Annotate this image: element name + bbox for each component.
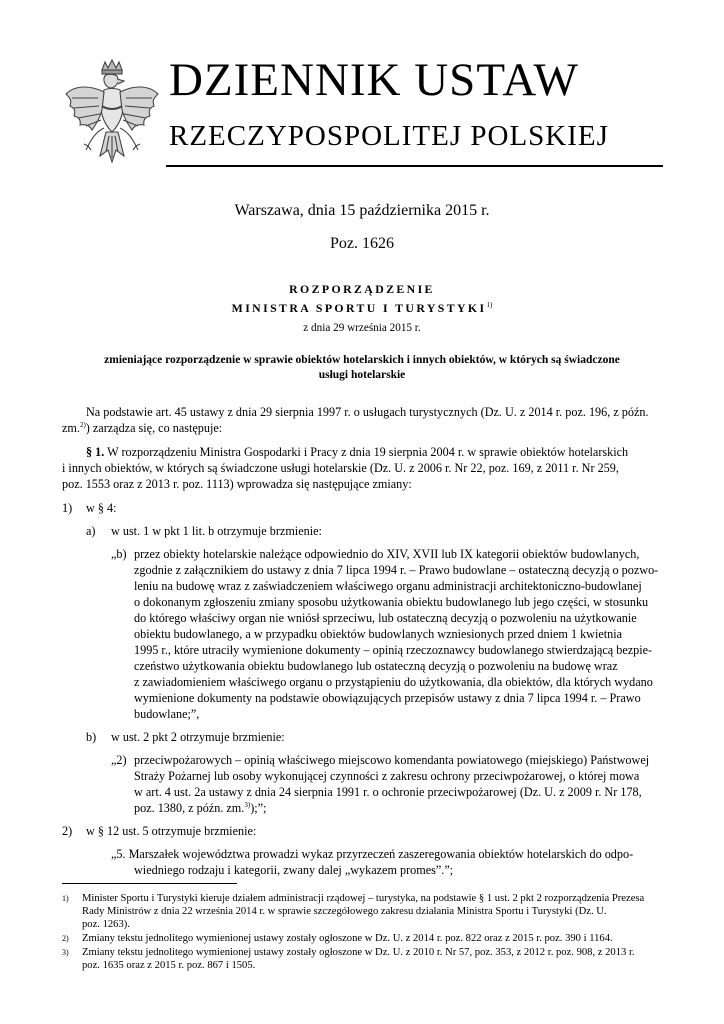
preamble-line-2 <box>62 421 222 436</box>
act-date: z dnia 29 września 2015 r. <box>303 322 421 334</box>
quote-2-line <box>134 801 266 816</box>
position-number: Poz. 1626 <box>330 235 394 252</box>
quote-b-line: z zawiadomieniem właściwego organu o przystąpieniu do użytkowania, dla obiektów, dla których wydano <box>134 675 653 689</box>
preamble-line-1: Na podstawie art. 45 ustawy z dnia 29 sierpnia 1997 r. o usługach turystycznych (Dz. U. z 2014 r. poz. 196, z późn. <box>86 405 649 419</box>
quote-2-line: w art. 4 ust. 2a ustawy z dnia 24 sierpnia 1991 r. o ochronie przeciwpożarowej (Dz. U. z 2009 r. Nr 178, <box>134 785 642 799</box>
item-1a-text: w ust. 1 w pkt 1 lit. b otrzymuje brzmienie: <box>111 524 322 538</box>
footnote-rule <box>62 883 237 884</box>
item-2-number: 2) <box>62 824 73 838</box>
journal-title: DZIENNIK USTAW <box>169 54 579 106</box>
act-issuer: MINISTRA SPORTU I TURYSTYKI <box>231 301 487 315</box>
quote-b-line: przez obiekty hotelarskie należące odpowiednio do XIV, XVII lub IX kategorii obiektów budowlanych, <box>134 547 640 561</box>
footnote-ref: 2) <box>79 420 86 429</box>
footnote-2-ref: 2) <box>62 934 69 943</box>
footnote-ref: 1) <box>486 300 493 309</box>
footnote-1-line: Minister Sportu i Turystyki kieruje działem administracji rządowej – turystyka, na podstawie § 1 ust. 2 pkt 2 rozporządzenia Prezesa <box>82 893 645 904</box>
quote-2-label: „2) <box>111 753 127 767</box>
footnote-1-ref: 1) <box>62 894 69 903</box>
quote-b-line: obiektu budowlanego, a w przypadku obiektów budowlanych wzniesionych przed dniem 1 kwietnia <box>134 627 623 641</box>
quote-b-line: 1995 r., które utraciły wymienione dokumenty – opinią rzeczoznawcy budowlanego stwierdzającą bezpie- <box>134 643 653 657</box>
footnote-ref: 3) <box>244 800 251 809</box>
quote-5-line-1: „5. Marszałek województwa prowadzi wykaz przyrzeczeń zaszeregowania obiektów hotelarskich do odpo- <box>111 847 634 861</box>
quote-2-last-end: );”; <box>250 801 267 815</box>
footnote-1-line: poz. 1263). <box>82 919 130 930</box>
item-1-number: 1) <box>62 501 73 515</box>
item-1-text: w § 4: <box>86 501 117 515</box>
paragraph-number: § 1. <box>86 445 105 459</box>
preamble-end: ) zarządza się, co następuje: <box>85 421 223 435</box>
quote-b-line: o dokonanym zgłoszeniu zmiany sposobu użytkowania obiektu budowlanego lub jego części, w stosunku <box>134 595 649 609</box>
quote-5-line-2: wiedniego rodzaju i kategorii, zwany dalej „wykazem promes”.”; <box>134 863 454 877</box>
paragraph-1-line-1 <box>86 445 628 460</box>
quote-2-line: Straży Pożarnej lub osoby wykonującej czynności z zakresu ochrony przeciwpożarowej, o której mowa <box>134 769 640 783</box>
act-type: ROZPORZĄDZENIE <box>289 282 435 296</box>
footnote-3-line: poz. 1635 oraz z 2015 r. poz. 867 i 1505. <box>82 960 256 971</box>
paragraph-1-line-3: poz. 1553 oraz z 2013 r. poz. 1113) wprowadza się następujące zmiany: <box>62 477 412 491</box>
quote-b-line: do którego właściwy organ nie wniósł sprzeciwu, lub ostateczną decyzją o pozwoleniu na użytkowanie <box>134 611 637 625</box>
footnote-3-line: Zmiany tekstu jednolitego wymienionej ustawy zostały ogłoszone w Dz. U. z 2010 r. Nr 57, poz. 353, z 2012 r. poz. 908, z 2013 r. <box>82 947 635 958</box>
eagle-emblem-icon <box>62 58 162 166</box>
act-subject-line-2: usługi hotelarskie <box>318 369 406 381</box>
quote-b-line: wymienione dokumenty na podstawie obowiązujących przepisów ustawy z dnia 7 lipca 1994 r. – Prawo <box>134 691 641 705</box>
item-1b-letter: b) <box>86 730 97 744</box>
act-issuer-line <box>0 301 724 316</box>
quote-2-line: przeciwpożarowych – opinią właściwego miejscowo komendanta powiatowego (miejskiego) Państwowej <box>134 753 650 767</box>
paragraph-1-line-2: i innych obiektów, w których są świadczone usługi hotelarskie (Dz. U. z 2006 r. Nr 22, poz. 169, z 2011 r. Nr 259, <box>62 461 619 475</box>
act-subject-line-1: zmieniające rozporządzenie w sprawie obiektów hotelarskich i innych obiektów, w których są świadczone <box>104 354 620 366</box>
paragraph-text: W rozporządzeniu Ministra Gospodarki i Pracy z dnia 19 sierpnia 2004 r. w sprawie obiektów hotelarskich <box>107 445 629 459</box>
header-rule <box>166 165 663 167</box>
quote-b-line: budowlane;”, <box>134 707 200 721</box>
item-2-text: w § 12 ust. 5 otrzymuje brzmienie: <box>86 824 257 838</box>
item-1a-letter: a) <box>86 524 96 538</box>
quote-b-line: zgodnie z załącznikiem do ustawy z dnia 7 lipca 1994 r. – Prawo budowlane – ostateczną decyzją o pozwo- <box>134 563 659 577</box>
footnote-2-line: Zmiany tekstu jednolitego wymienionej ustawy zostały ogłoszone w Dz. U. z 2014 r. poz. 822 oraz z 2015 r. poz. 390 i 1164. <box>82 933 613 944</box>
quote-b-label: „b) <box>111 547 127 561</box>
quote-b-line: leniu na budowę wraz z zaświadczeniem właściwego organu administracji architektoniczno-budowlanej <box>134 579 642 593</box>
preamble-zm: zm. <box>62 421 80 435</box>
place-date: Warszawa, dnia 15 października 2015 r. <box>234 202 490 219</box>
journal-subtitle: RZECZYPOSPOLITEJ POLSKIEJ <box>169 120 609 152</box>
footnote-3-ref: 3) <box>62 948 69 957</box>
quote-2-last-text: poz. 1380, z późn. zm. <box>134 801 245 815</box>
footnote-1-line: Rady Ministrów z dnia 22 września 2014 r. w sprawie szczegółowego zakresu działania Ministra Sportu i Turystyki (Dz. U. <box>82 906 607 917</box>
item-1b-text: w ust. 2 pkt 2 otrzymuje brzmienie: <box>111 730 285 744</box>
quote-b-line: czeństwo użytkowania obiektu budowlanego lub ostateczną decyzją o pozwoleniu na budowę wraz <box>134 659 618 673</box>
